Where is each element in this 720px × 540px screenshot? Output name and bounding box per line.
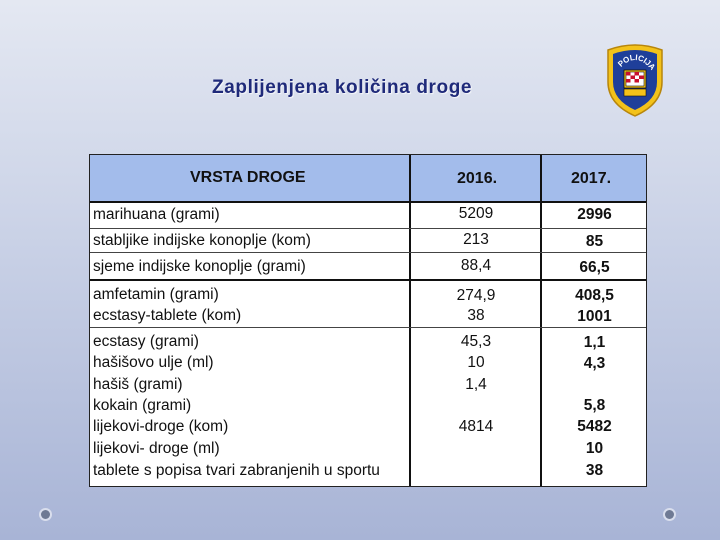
- table-cell: 88,4: [460, 257, 492, 274]
- table-row: hašiš (grami): [93, 376, 183, 393]
- table-cell: 1001: [577, 308, 612, 325]
- header-2016: 2016.: [457, 170, 498, 187]
- table-row: ecstasy (grami): [93, 333, 199, 350]
- table-cell: 85: [585, 233, 604, 250]
- table-cell: 1,1: [583, 334, 606, 351]
- nav-dot: [41, 510, 50, 519]
- table-cell: 1,4: [465, 376, 487, 393]
- table-cell: 4,3: [583, 355, 606, 372]
- row-divider: [90, 327, 646, 328]
- table-row: tablete s popisa tvari zabranjenih u sportu: [93, 462, 380, 479]
- table-header: [90, 155, 646, 203]
- table-row: lijekovi-droge (kom): [93, 418, 229, 435]
- police-badge-icon: [604, 42, 666, 118]
- column-divider: [540, 155, 542, 486]
- row-divider: [90, 252, 646, 253]
- table-cell: 274,9: [456, 287, 496, 304]
- table-cell: 5,8: [583, 397, 606, 414]
- row-divider: [90, 279, 646, 281]
- table-row: kokain (grami): [93, 397, 192, 414]
- table-cell: 38: [585, 462, 604, 479]
- table-row: hašišovo ulje (ml): [93, 354, 214, 371]
- table-cell: 10: [585, 440, 604, 457]
- table-row: marihuana (grami): [93, 206, 220, 223]
- header-2017: 2017.: [571, 170, 612, 187]
- table-row: amfetamin (grami): [93, 286, 219, 303]
- table-cell: 66,5: [579, 259, 610, 276]
- badge-text: POLICIJA: [616, 52, 658, 72]
- table-cell: 10: [467, 354, 485, 371]
- table-row: sjeme indijske konoplje (grami): [93, 258, 306, 275]
- table-cell: 4814: [458, 418, 494, 435]
- column-divider: [409, 155, 411, 486]
- table-cell: 45,3: [460, 333, 492, 350]
- table-row: lijekovi- droge (ml): [93, 440, 220, 457]
- table-cell: 38: [467, 307, 485, 324]
- nav-dot: [665, 510, 674, 519]
- header-drug-type: VRSTA DROGE: [190, 169, 306, 186]
- slide-title: Zaplijenjena količina droge: [212, 77, 473, 98]
- row-divider: [90, 228, 646, 229]
- table-row: stabljike indijske konoplje (kom): [93, 232, 311, 249]
- table-cell: 213: [463, 231, 489, 248]
- table-row: ecstasy-tablete (kom): [93, 307, 242, 324]
- drug-seizure-table: [89, 154, 647, 487]
- table-cell: 2996: [577, 206, 612, 223]
- table-cell: 408,5: [575, 287, 614, 304]
- table-cell: 5209: [458, 205, 494, 222]
- table-cell: 5482: [577, 418, 612, 435]
